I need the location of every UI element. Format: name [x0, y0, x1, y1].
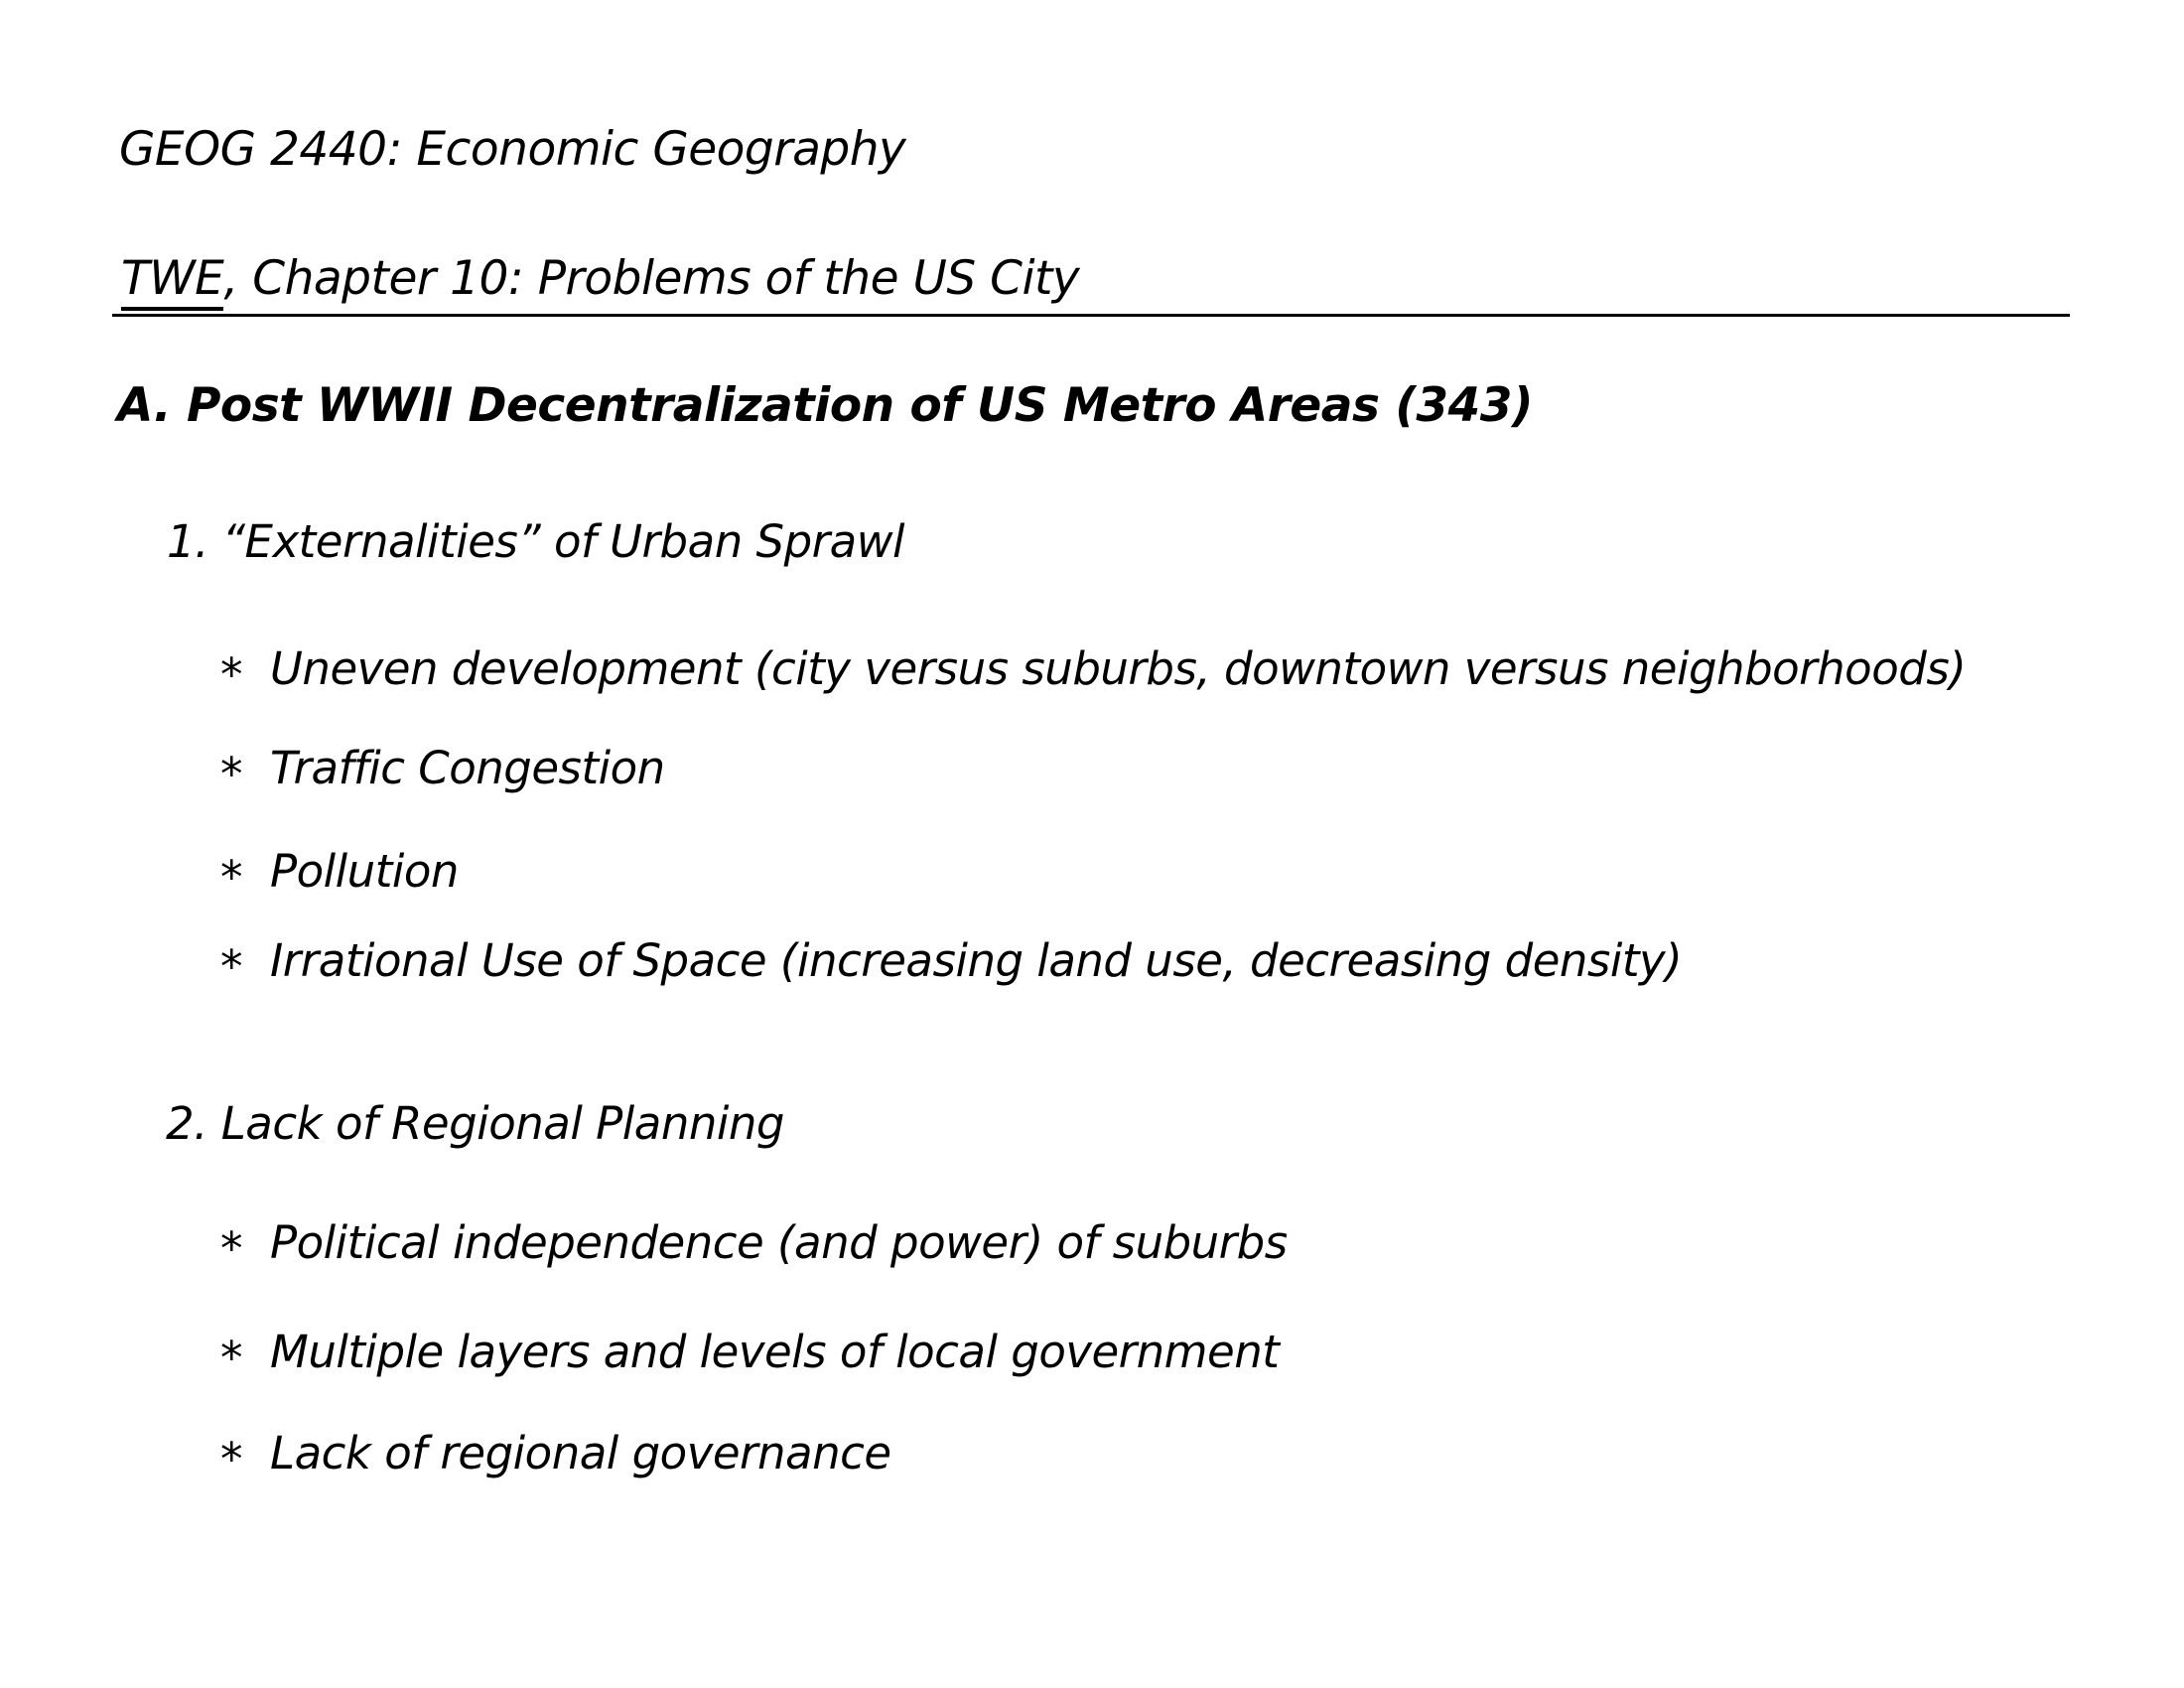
bullet-text: Irrational Use of Space (increasing land use, decreasing density)	[270, 934, 1683, 987]
section-a-heading: A. Post WWII Decentralization of US Metro Areas (343)	[117, 378, 1533, 433]
subsection-1-heading: 1. “Externalities” of Urban Sprawl	[167, 515, 905, 568]
horizontal-divider	[112, 314, 2070, 317]
chapter-heading	[121, 252, 1079, 306]
bullet-item	[220, 1216, 1288, 1276]
bullet-text: Multiple layers and levels of local government	[270, 1326, 1280, 1378]
asterisk-bullet-icon: *	[220, 748, 242, 801]
bullet-text: Lack of regional governance	[270, 1427, 891, 1479]
bullet-text: Pollution	[270, 845, 459, 898]
asterisk-bullet-icon: *	[220, 1222, 242, 1276]
asterisk-bullet-icon: *	[220, 851, 242, 905]
asterisk-bullet-icon: *	[220, 940, 242, 994]
bullet-item	[220, 1326, 1280, 1385]
bullet-text: Traffic Congestion	[270, 742, 665, 794]
asterisk-bullet-icon: *	[220, 1433, 242, 1486]
bullet-item	[220, 934, 1683, 994]
subsection-2-heading: 2. Lack of Regional Planning	[166, 1097, 784, 1150]
bullet-text: Political independence (and power) of suburbs	[270, 1216, 1288, 1269]
chapter-abbreviation: TWE	[121, 251, 223, 311]
bullet-item	[220, 845, 459, 905]
course-title: GEOG 2440: Economic Geography	[119, 122, 906, 177]
bullet-item	[220, 642, 1967, 702]
chapter-title-rest: , Chapter 10: Problems of the US City	[223, 251, 1080, 306]
bullet-item	[220, 1427, 891, 1486]
bullet-text: Uneven development (city versus suburbs, downtown versus neighborhoods)	[270, 642, 1967, 695]
asterisk-bullet-icon: *	[220, 1332, 242, 1385]
bullet-item	[220, 742, 665, 801]
asterisk-bullet-icon: *	[220, 648, 242, 702]
